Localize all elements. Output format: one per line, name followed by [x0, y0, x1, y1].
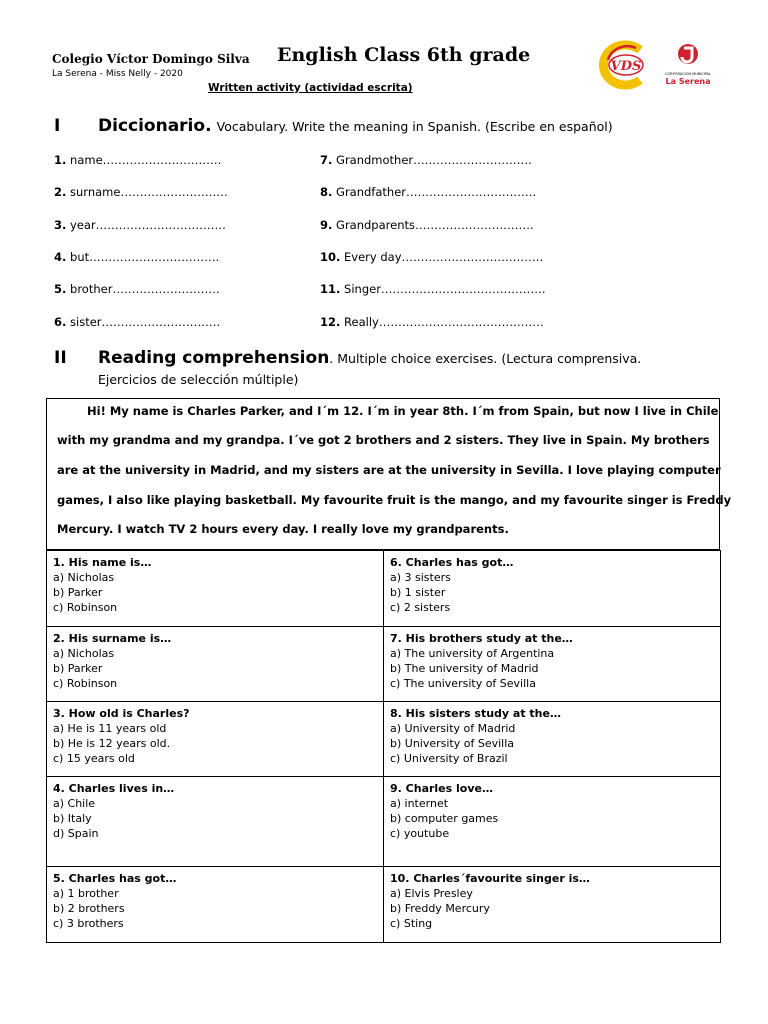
question-5: 5. Charles has got… a) 1 brother b) 2 brothers c) 3 brothers — [47, 867, 384, 943]
option: c) The university of Sevilla — [390, 677, 536, 690]
option: c) Sting — [390, 917, 433, 930]
vocab-item-1: 1. name…………………………. — [54, 153, 222, 167]
option: d) Spain — [53, 827, 99, 840]
vocab-item-12: 12. Really……………………………………. — [320, 315, 544, 329]
question-3: 3. How old is Charles? a) He is 11 years old b) He is 12 years old. c) 15 years old — [47, 702, 384, 777]
vocab-item-11: 11. Singer……………………………………. — [320, 282, 546, 296]
vocab-item-6: 6. sister…………………………. — [54, 315, 221, 329]
table-row — [47, 551, 721, 627]
questions-table — [46, 550, 721, 943]
section2-instruction-1: . Multiple choice exercises. (Lectura comprensiva. — [329, 351, 642, 366]
option: a) University of Madrid — [390, 722, 516, 735]
table-row — [47, 702, 721, 777]
vocab-item-2: 2. surname………………………. — [54, 185, 228, 199]
option: a) He is 11 years old — [53, 722, 167, 735]
school-name: Colegio Víctor Domingo Silva — [52, 52, 250, 66]
section2-title: Reading comprehension — [98, 348, 330, 368]
school-logo-icon — [596, 40, 656, 90]
option: c) University of Brazil — [390, 752, 508, 765]
table-row — [47, 777, 721, 867]
option: a) Nicholas — [53, 647, 115, 660]
option: b) Parker — [53, 662, 103, 675]
option: a) Chile — [53, 797, 96, 810]
reading-line-5: Mercury. I watch TV 2 hours every day. I really love my grandparents. — [57, 522, 509, 536]
reading-line-3: are at the university in Madrid, and my sisters are at the university in Sevilla. I love playing computer — [57, 463, 721, 477]
option: b) 1 sister — [390, 586, 446, 599]
option: a) Elvis Presley — [390, 887, 473, 900]
page-title: English Class 6th grade — [277, 44, 531, 66]
option: a) internet — [390, 797, 449, 810]
option: b) Italy — [53, 812, 92, 825]
logo-vds-text: VDS — [610, 59, 642, 74]
question-7: 7. His brothers study at the… a) The university of Argentina b) The university of Madrid c) The university of Sevilla — [384, 627, 721, 702]
option: a) 3 sisters — [390, 571, 451, 584]
option: a) The university of Argentina — [390, 647, 555, 660]
option: a) 1 brother — [53, 887, 119, 900]
option: c) 2 sisters — [390, 601, 451, 614]
school-subtitle: La Serena - Miss Nelly - 2020 — [52, 69, 183, 79]
question-8: 8. His sisters study at the… a) University of Madrid b) University of Sevilla c) University of Brazil — [384, 702, 721, 777]
section1-title: Diccionario. — [98, 116, 212, 136]
section2-instruction-2: Ejercicios de selección múltiple) — [98, 372, 299, 387]
municipal-logo — [664, 42, 712, 90]
logo-serena-name: La Serena — [665, 77, 711, 86]
option: b) 2 brothers — [53, 902, 125, 915]
option: c) youtube — [390, 827, 450, 840]
section2-heading — [98, 348, 641, 368]
option: b) computer games — [390, 812, 499, 825]
reading-line-1: Hi! My name is Charles Parker, and I´m 12. I´m in year 8th. I´m from Spain, but now I live in Chile — [87, 404, 719, 418]
vocab-item-3: 3. year……………………………. — [54, 218, 226, 232]
option: c) 15 years old — [53, 752, 135, 765]
section1-number: I — [54, 116, 61, 136]
question-10: 10. Charles´favourite singer is… a) Elvis Presley b) Freddy Mercury c) Sting — [384, 867, 721, 943]
table-row — [47, 627, 721, 702]
logo-small-text: CORPORACION MUNICIPAL — [664, 72, 712, 76]
activity-subtitle: Written activity (actividad escrita) — [208, 82, 413, 94]
section1-heading — [98, 116, 613, 136]
option: b) Parker — [53, 586, 103, 599]
option: b) The university of Madrid — [390, 662, 539, 675]
municipal-logo-icon — [664, 42, 712, 68]
section2-number: II — [54, 348, 67, 368]
vocab-item-8: 8. Grandfather……………………………. — [320, 185, 537, 199]
vocab-item-4: 4. but……………………………. — [54, 250, 220, 264]
reading-line-4: games, I also like playing basketball. My favourite fruit is the mango, and my favourite singer is Freddy — [57, 493, 732, 507]
option: c) Robinson — [53, 601, 118, 614]
vocab-item-10: 10. Every day………………………………. — [320, 250, 544, 264]
question-1: 1. His name is… a) Nicholas b) Parker c) Robinson — [47, 551, 384, 627]
vocab-item-5: 5. brother………………………. — [54, 282, 220, 296]
table-row — [47, 867, 721, 943]
option: b) University of Sevilla — [390, 737, 515, 750]
option: b) He is 12 years old. — [53, 737, 171, 750]
option: a) Nicholas — [53, 571, 115, 584]
vocab-item-7: 7. Grandmother…………………………. — [320, 153, 532, 167]
question-4: 4. Charles lives in… a) Chile b) Italy d) Spain — [47, 777, 384, 867]
question-2: 2. His surname is… a) Nicholas b) Parker c) Robinson — [47, 627, 384, 702]
question-6: 6. Charles has got… a) 3 sisters b) 1 sister c) 2 sisters — [384, 551, 721, 627]
vocab-item-9: 9. Grandparents…………………………. — [320, 218, 534, 232]
option: c) 3 brothers — [53, 917, 124, 930]
reading-line-2: with my grandma and my grandpa. I´ve got 2 brothers and 2 sisters. They live in Spain. My brothers — [57, 433, 710, 447]
option: b) Freddy Mercury — [390, 902, 490, 915]
question-9: 9. Charles love… a) internet b) computer games c) youtube — [384, 777, 721, 867]
option: c) Robinson — [53, 677, 118, 690]
section1-instruction: Vocabulary. Write the meaning in Spanish. (Escribe en español) — [216, 119, 613, 134]
